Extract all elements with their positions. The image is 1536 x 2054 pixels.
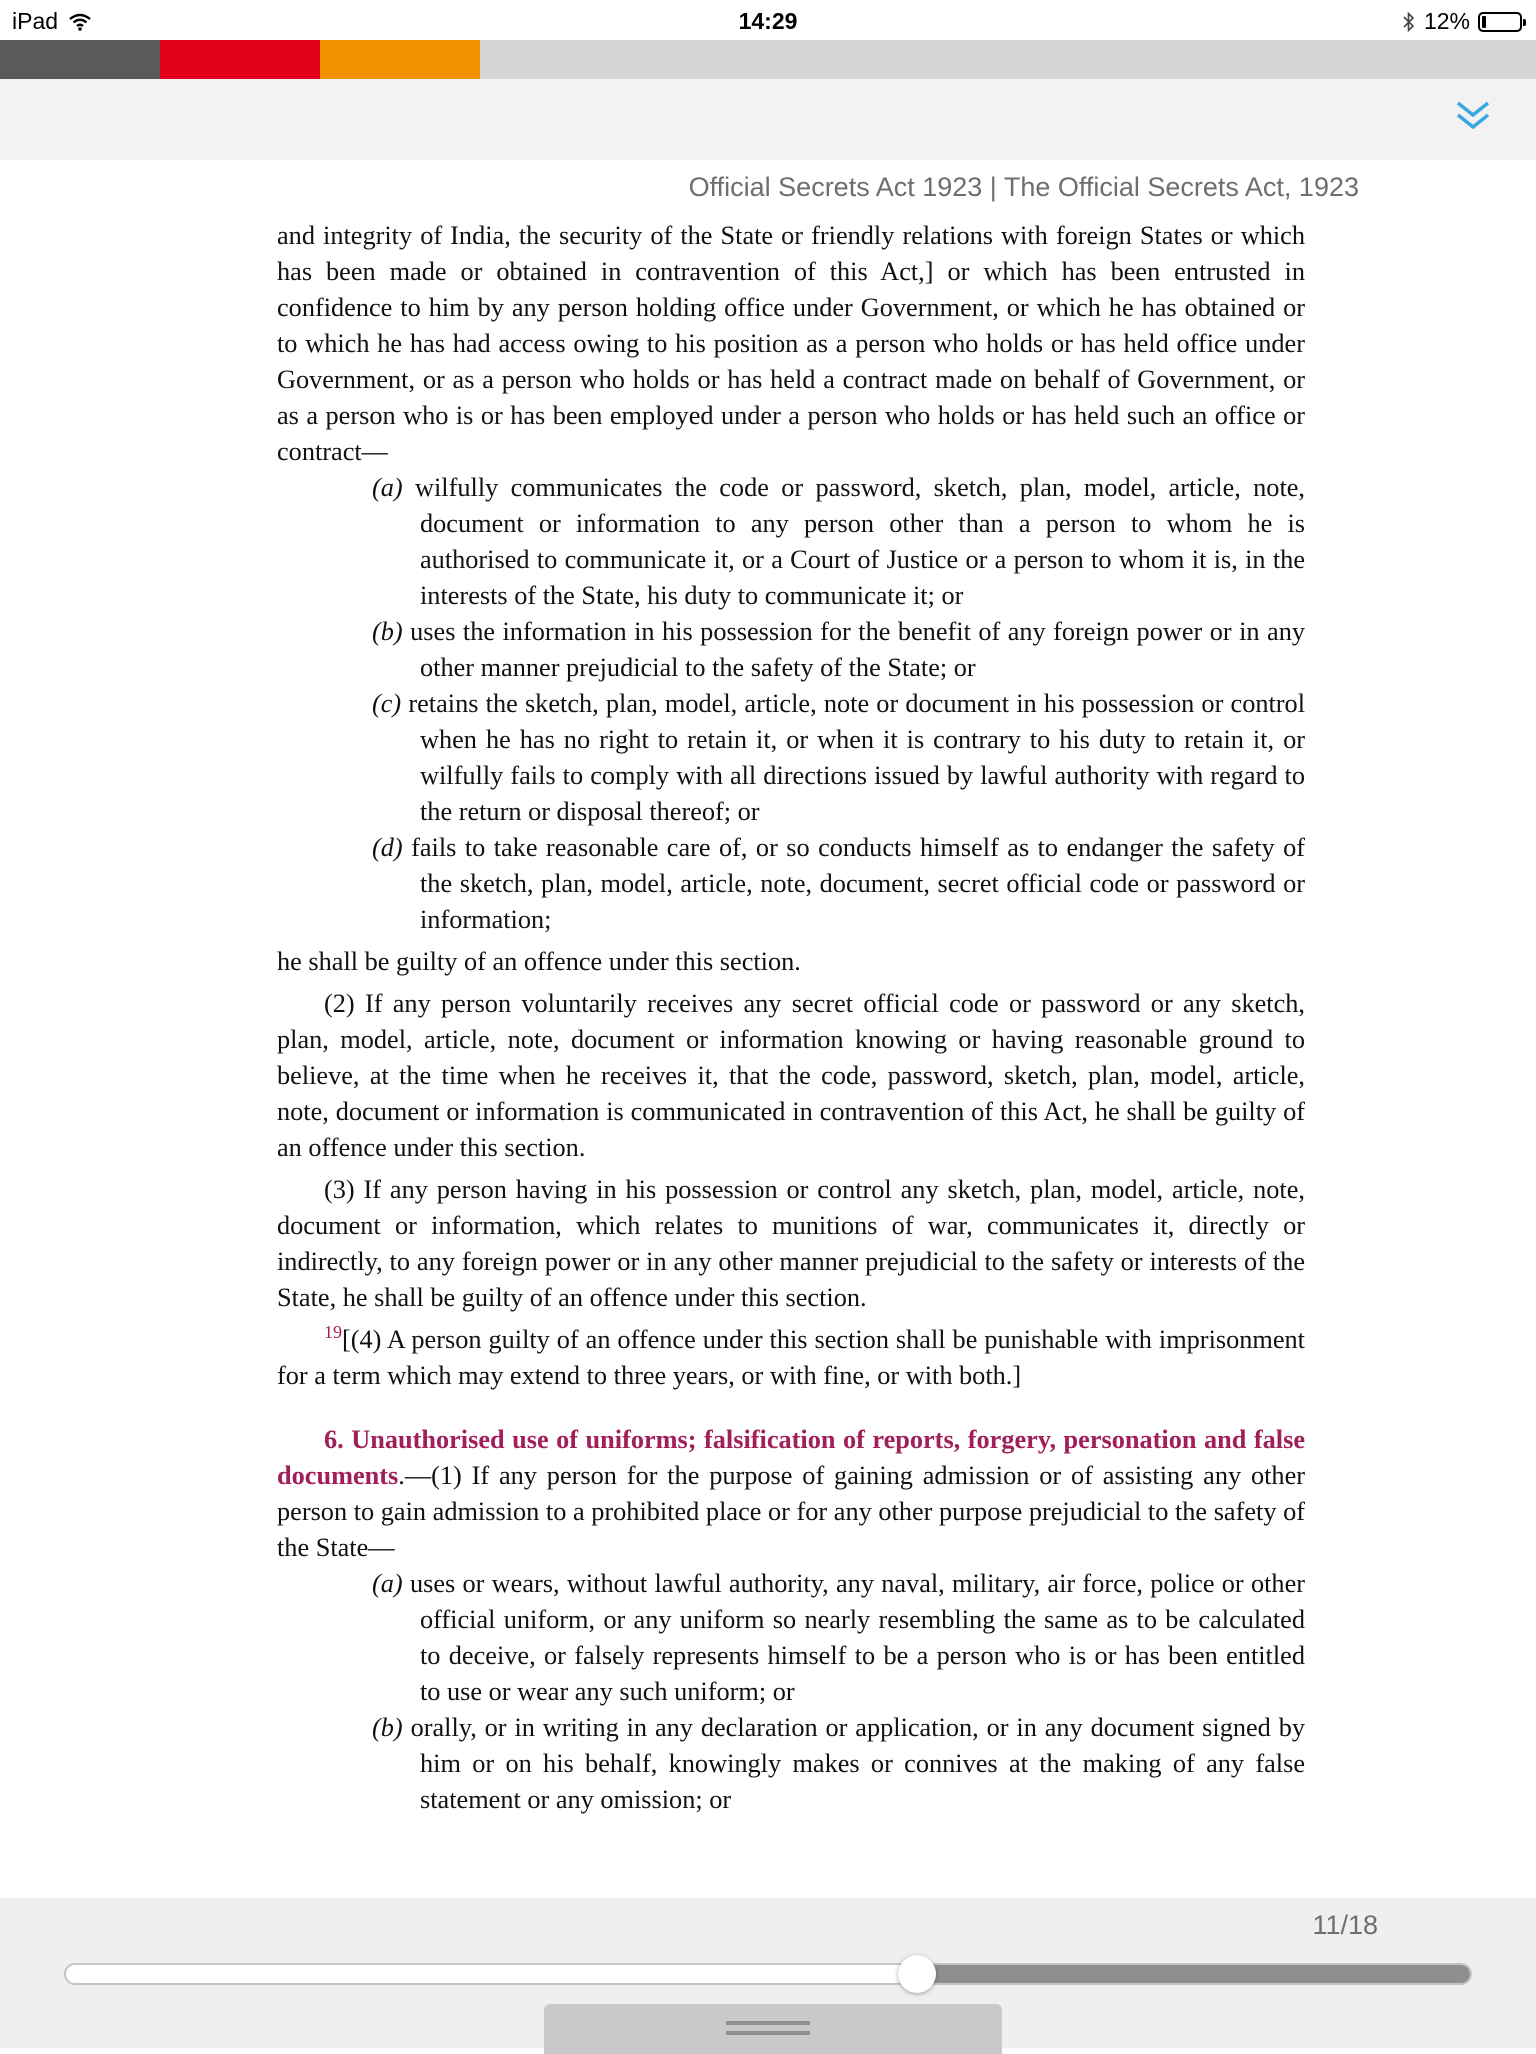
clause-label: (c) [372, 689, 402, 718]
color-tab-strip [0, 40, 1536, 79]
subsection-2: (2) If any person voluntarily receives any secret official code or password or any sketch, plan, model, article, note, document or information knowing or having reasonable ground to believe, at the time when he receives it, that the code, password, sketch, plan, model, article, note, document or information is communicated in contravention of this Act, he shall be guilty of an offence under this section. [277, 989, 1305, 1162]
page-slider-fill [919, 1965, 1470, 1983]
clause-text: orally, or in writing in any declaration or application, or in any document signed by him or on his behalf, knowingly makes or connives at the making of any false statement or any omission; or [410, 1713, 1306, 1814]
status-left [12, 8, 92, 35]
clock: 14:29 [738, 8, 798, 34]
section-6-clause-b [277, 1710, 1305, 1818]
document-body [277, 218, 1305, 1818]
tab-swatch-orange[interactable] [320, 40, 480, 79]
page-slider-thumb[interactable] [898, 1955, 936, 1993]
subsection-4-text: [(4) A person guilty of an offence under this section shall be punishable with imprisonment for a term which may extend to three years, or with fine, or with both.] [277, 1325, 1305, 1390]
clause-text: uses or wears, without lawful authority, any naval, military, air force, police or other official uniform, or any uniform so nearly resembling the same as to be calculated to deceive, or falsely represents himself to be a person who is or has been entitled to use or wear any such uniform; or [409, 1569, 1305, 1706]
section-6-intro-text: .—(1) If any person for the purpose of gaining admission or of assisting any other person to gain admission to a prohibited place or for any other purpose prejudicial to the safety of the State— [277, 1461, 1305, 1562]
section-6-intro [277, 1422, 1305, 1566]
intro-paragraph: and integrity of India, the security of the State or friendly relations with foreign States or which has been made or obtained in contravention of this Act,] or which has been entrusted in confidence to him by any person holding office under Government, or which he has obtained or to which he has had access owing to his position as a person who holds or has held office under Government, or as a person who holds or has held a contract made on behalf of Government, or as a person who is or has been employed under a person who holds or has held such an office or contract— [277, 221, 1305, 466]
running-head: Official Secrets Act 1923 | The Official Secrets Act, 1923 [688, 172, 1359, 202]
drawer-handle[interactable] [544, 2004, 1002, 2054]
battery-percent: 12% [1423, 8, 1470, 34]
collapse-button[interactable] [1448, 91, 1498, 141]
clause-text: fails to take reasonable care of, or so conducts himself as to endanger the safety of the sketch, plan, model, article, note, document, secret official code or password or information; [411, 833, 1305, 934]
reader-toolbar [0, 79, 1536, 160]
status-bar [0, 0, 1536, 40]
battery-icon [1478, 12, 1522, 32]
grip-line-icon [726, 2021, 810, 2025]
tab-swatch-red[interactable] [160, 40, 320, 79]
section-6-heading: 6. Unauthorised use of uniforms; falsification of reports, forgery, personation and false documents [277, 1425, 1305, 1490]
clause-label: (a) [372, 1569, 403, 1598]
conclusion: he shall be guilty of an offence under this section. [277, 947, 801, 976]
clause-a [277, 470, 1305, 614]
subsection-3: (3) If any person having in his possession or control any sketch, plan, model, article, note, document or information, which relates to munitions of war, communicates it, directly or indirectly, to any foreign power or in any other manner prejudicial to the safety or interests of the State, he shall be guilty of an offence under this section. [277, 1175, 1305, 1312]
clause-label: (b) [372, 617, 403, 646]
grip-line-icon [726, 2031, 810, 2035]
clause-text: retains the sketch, plan, model, article, note or document in his possession or control when he has no right to retain it, or when it is contrary to his duty to retain it, or wilfully fails to comply with all directions issued by lawful authority with regard to the return or disposal thereof; or [408, 689, 1306, 826]
page-slider[interactable] [64, 1963, 1472, 1985]
page-indicator: 11/18 [1312, 1910, 1378, 1940]
clause-label: (d) [372, 833, 403, 862]
clause-b [277, 614, 1305, 686]
clause-d [277, 830, 1305, 938]
clause-label: (a) [372, 473, 403, 502]
clause-text: wilfully communicates the code or password, sketch, plan, model, article, note, document or information to any person other than a person to whom he is authorised to communicate it, or a Court of Justice or a person to whom it is, in the interests of the State, his duty to communicate it; or [415, 473, 1305, 610]
clause-text: uses the information in his possession for the benefit of any foreign power or in any other manner prejudicial to the safety of the State; or [410, 617, 1305, 682]
wifi-icon [68, 13, 92, 31]
tab-swatch-gray[interactable] [0, 40, 160, 79]
clause-c [277, 686, 1305, 830]
battery-level [1482, 16, 1486, 28]
clause-label: (b) [372, 1713, 403, 1742]
double-chevron-down-icon [1448, 91, 1498, 141]
status-right [1402, 8, 1522, 35]
bluetooth-icon [1402, 11, 1416, 33]
section-6-clause-a [277, 1566, 1305, 1710]
subsection-4 [277, 1322, 1305, 1394]
footnote-ref[interactable]: 19 [324, 1322, 342, 1343]
device-name: iPad [12, 8, 59, 34]
